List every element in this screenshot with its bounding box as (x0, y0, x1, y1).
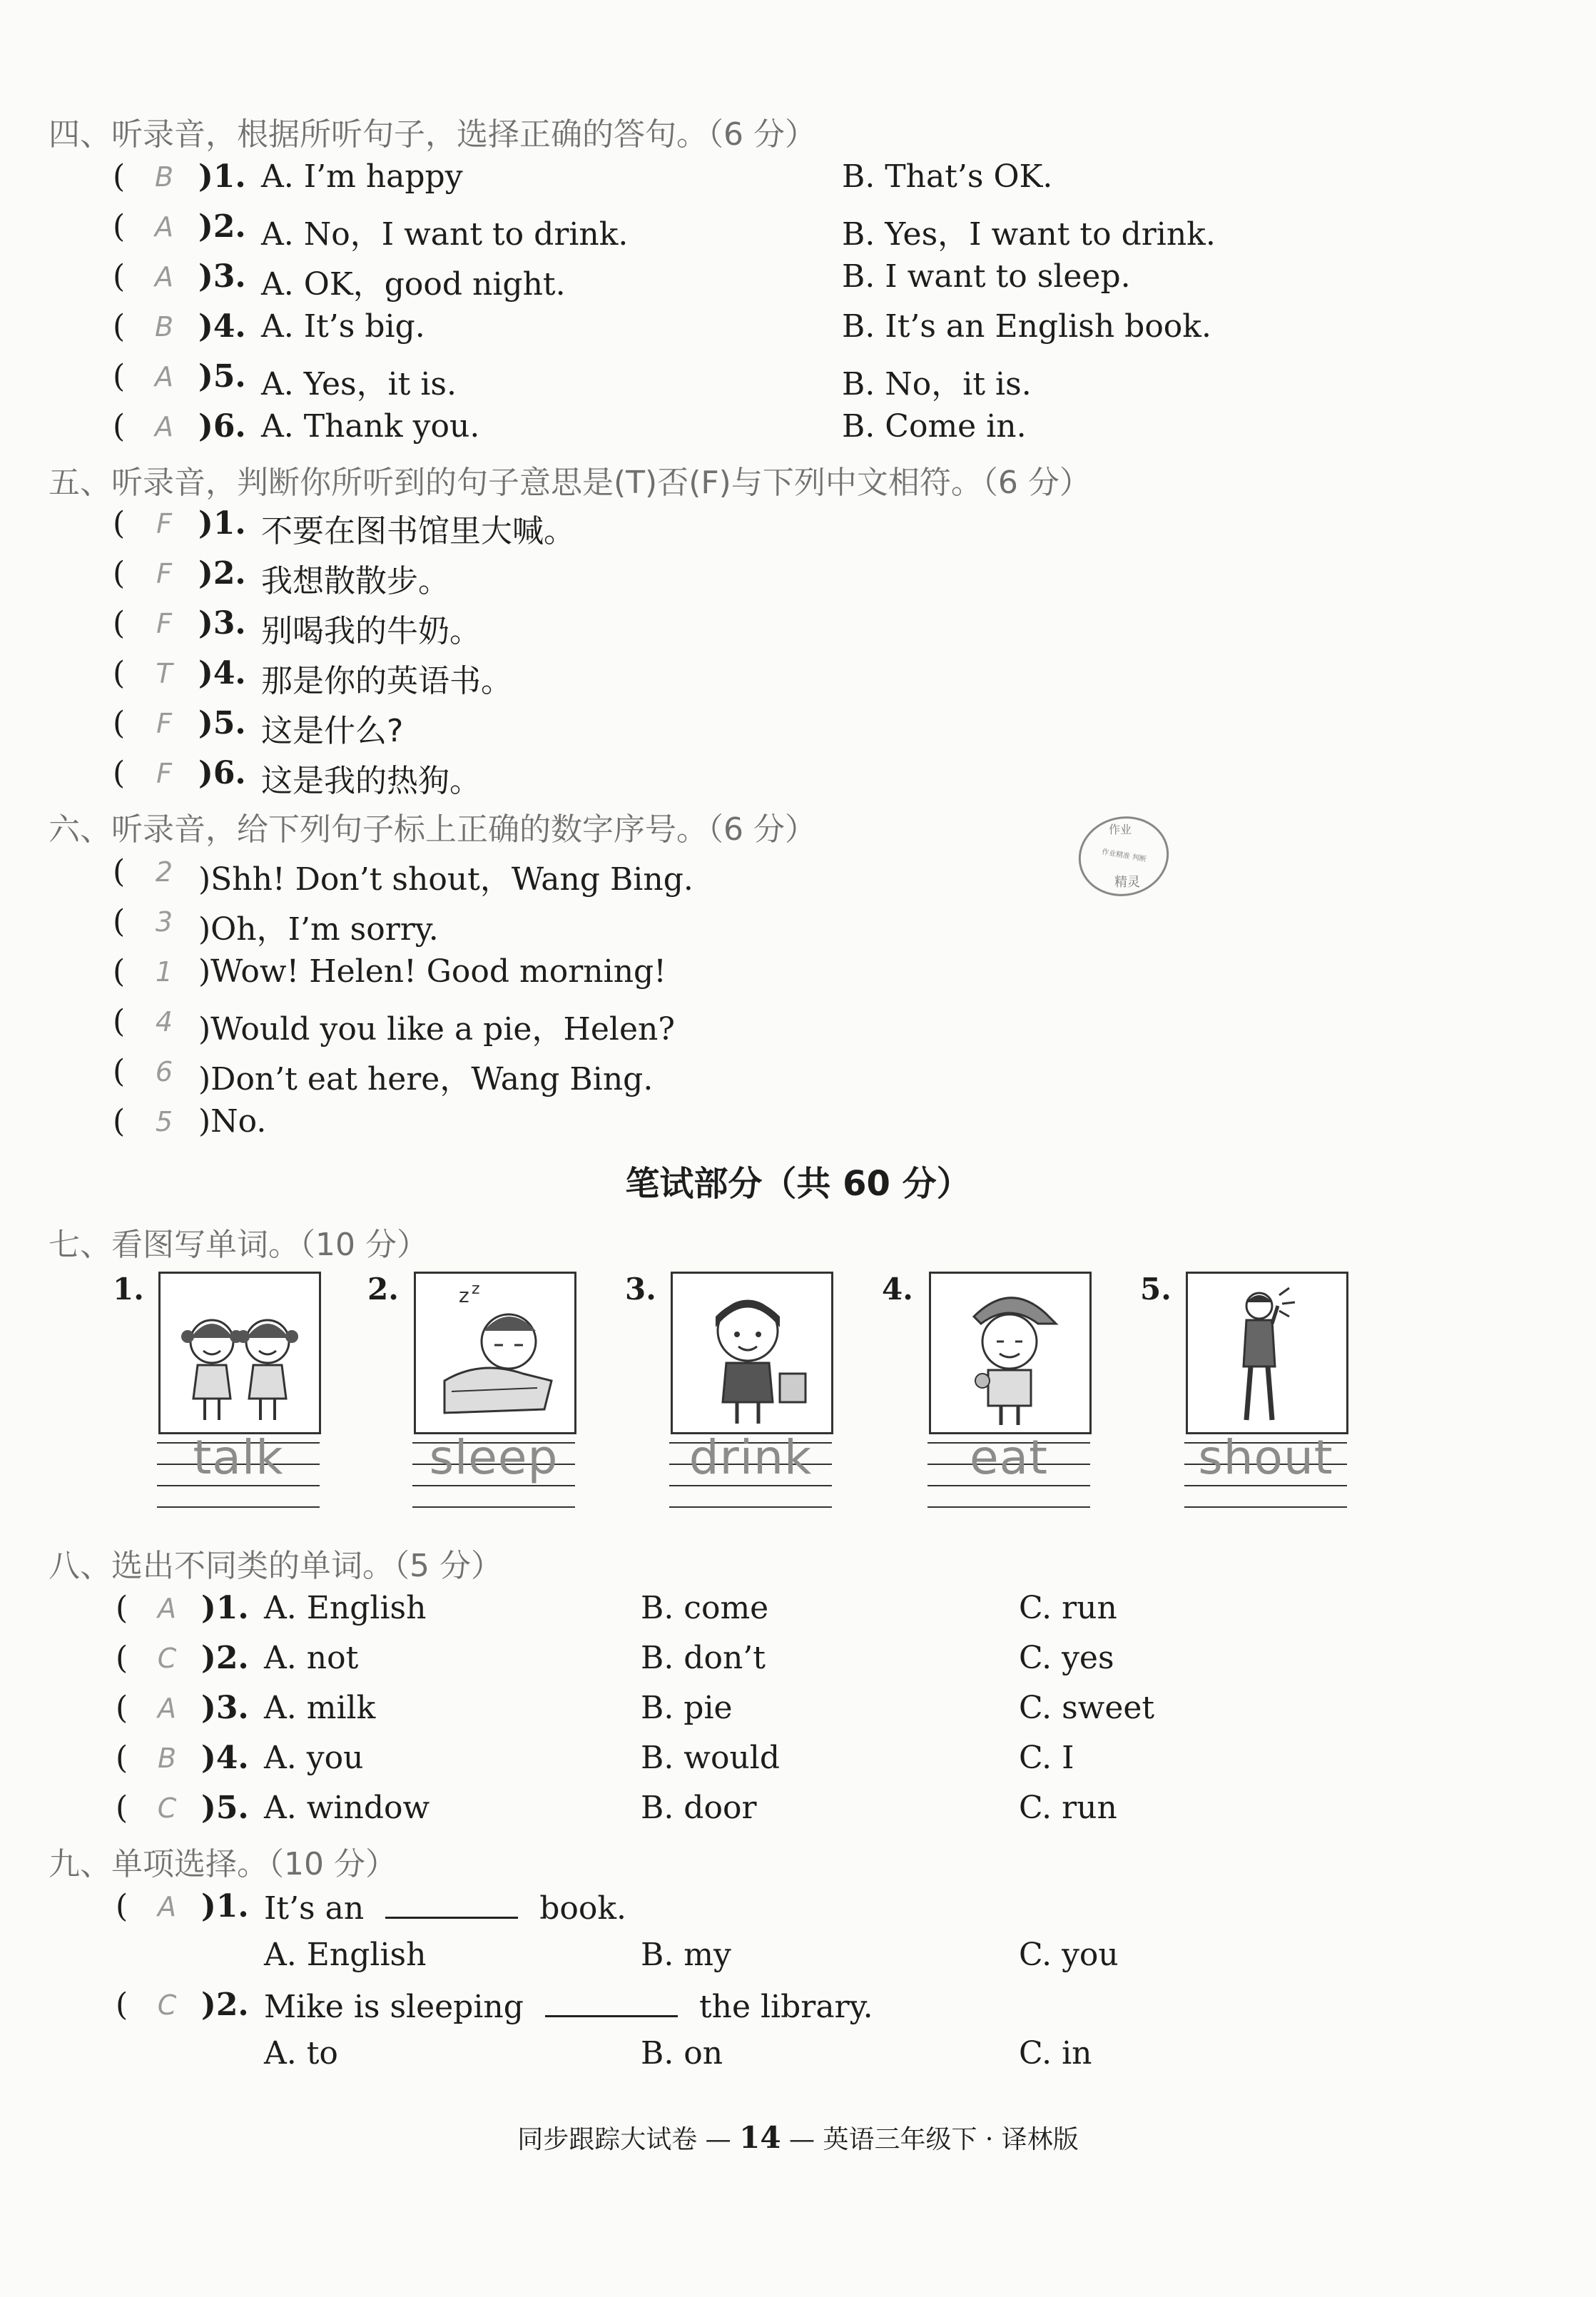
picture-number: 5. (1140, 1272, 1171, 1307)
paren-open: ( (113, 655, 126, 691)
fill-blank[interactable] (385, 1888, 518, 1919)
handwritten-word[interactable]: drink (688, 1430, 813, 1485)
picture-number: 2. (367, 1272, 399, 1307)
answer[interactable]: A (155, 211, 173, 243)
option-a: A. window (264, 1790, 430, 1826)
answer[interactable]: 2 (155, 856, 173, 888)
option-a: A. milk (264, 1690, 376, 1726)
section8-heading: 八、选出不同类的单词。（5 分） (49, 1548, 502, 1584)
item-text: )Don’t eat here，Wang Bing. (198, 1061, 654, 1097)
page-number: 14 (739, 2120, 781, 2155)
paren-open: ( (113, 408, 126, 445)
section6-heading: 六、听录音，给下列句子标上正确的数字序号。（6 分） (49, 811, 816, 848)
item-number: )5. (198, 358, 246, 395)
boy-eating-icon (931, 1274, 1089, 1432)
option-c: C. sweet (1019, 1690, 1155, 1726)
paren-open: ( (113, 1003, 126, 1040)
answer[interactable]: F (156, 508, 172, 539)
option-c: C. I (1019, 1740, 1074, 1776)
item-number: )3. (198, 258, 246, 295)
svg-text:z: z (472, 1280, 480, 1298)
picture-shout (1186, 1272, 1348, 1434)
answer[interactable]: A (155, 361, 173, 392)
boy-sleeping-icon (416, 1274, 574, 1432)
answer[interactable]: F (156, 758, 172, 789)
item-number: )2. (201, 1987, 249, 2023)
answer[interactable]: C (157, 1793, 177, 1824)
picture-sleep (414, 1272, 576, 1434)
paren-open: ( (113, 1103, 126, 1140)
option-a: A. It’s big. (261, 308, 425, 345)
option-a: A. not (264, 1640, 359, 1676)
item-text: 这是我的热狗。 (261, 763, 481, 799)
paren-open: ( (113, 258, 126, 295)
section5-heading: 五、听录音，判断你所听到的句子意思是(T)否(F)与下列中文相符。（6 分） (49, 465, 1091, 501)
answer[interactable]: 6 (155, 1056, 173, 1087)
paren-open: ( (116, 1590, 128, 1626)
svg-text:z: z (459, 1284, 469, 1307)
page-footer (0, 2119, 1596, 2156)
option-b: B. It’s an English book. (842, 308, 1211, 345)
item-text: )No. (198, 1103, 267, 1140)
man-shouting-icon (1188, 1274, 1346, 1432)
answer[interactable]: 5 (155, 1106, 173, 1137)
item-number: )5. (201, 1790, 249, 1826)
written-part-title: 笔试部分（共 60 分） (625, 1164, 971, 1204)
option-b: B. That’s OK. (842, 158, 1053, 195)
paren-open: ( (116, 1740, 128, 1776)
girl-with-cup-icon (673, 1274, 831, 1432)
option-a: A. No，I want to drink. (261, 216, 629, 253)
option-a: A. Yes，it is. (261, 366, 457, 402)
item-text: )Wow! Helen! Good morning! (198, 953, 666, 990)
footer-left: 同步跟踪大试卷 (517, 2125, 698, 2154)
footer-right: 英语三年级下 · 译林版 (823, 2125, 1079, 2154)
paren-open: ( (113, 555, 126, 592)
answer[interactable]: 1 (155, 956, 173, 988)
item-number: )4. (198, 308, 246, 345)
option-a: A. English (264, 1590, 427, 1626)
item-number: )4. (201, 1740, 249, 1776)
paren-open: ( (113, 308, 126, 345)
item-number: )3. (201, 1690, 249, 1726)
answer[interactable]: A (158, 1593, 176, 1624)
answer[interactable]: B (154, 161, 174, 193)
item-number: )1. (201, 1590, 249, 1626)
paren-open: ( (113, 953, 126, 990)
answer[interactable]: C (157, 1989, 177, 2021)
question-post: the library. (698, 1989, 873, 2025)
item-text: )Oh，I’m sorry. (198, 911, 439, 948)
option-b: B. I want to sleep. (842, 258, 1131, 295)
paren-open: ( (113, 1053, 126, 1090)
item-text: 不要在图书馆里大喊。 (261, 513, 575, 549)
item-text: 我想散散步。 (261, 563, 449, 599)
section9-heading: 九、单项选择。（10 分） (49, 1846, 397, 1882)
option-b: B. pie (641, 1690, 733, 1726)
handwritten-word[interactable]: talk (193, 1430, 284, 1485)
option-c: C. you (1019, 1937, 1119, 1973)
item-text: 这是什么? (261, 713, 404, 749)
question-pre: It’s an (264, 1890, 365, 1927)
item-number: )1. (201, 1888, 249, 1925)
paren-open: ( (116, 1888, 128, 1925)
option-c: C. run (1019, 1590, 1117, 1626)
option-a: A. Thank you. (261, 408, 480, 445)
answer[interactable]: F (156, 708, 172, 739)
picture-number: 1. (113, 1272, 144, 1307)
section7-heading: 七、看图写单词。（10 分） (49, 1227, 428, 1263)
item-number: )6. (198, 755, 246, 791)
item-number: )2. (201, 1640, 249, 1676)
option-b: B. on (641, 2035, 723, 2072)
answer[interactable]: C (157, 1643, 177, 1674)
option-c: C. run (1019, 1790, 1117, 1826)
paren-open: ( (113, 605, 126, 642)
item-text: 那是你的英语书。 (261, 663, 512, 699)
option-c: C. yes (1019, 1640, 1114, 1676)
footer-dash: — (789, 2125, 823, 2154)
picture-talk (158, 1272, 321, 1434)
question-post: book. (539, 1890, 626, 1927)
option-c: C. in (1019, 2035, 1092, 2072)
fill-blank[interactable] (545, 1987, 678, 2017)
paren-open: ( (113, 705, 126, 741)
item-text: 别喝我的牛奶。 (261, 613, 481, 649)
option-b: B. Come in. (842, 408, 1027, 445)
handwritten-word[interactable]: sleep (429, 1430, 559, 1485)
paren-open: ( (113, 358, 126, 395)
answer[interactable]: F (156, 608, 172, 639)
picture-eat (929, 1272, 1092, 1434)
picture-number: 3. (625, 1272, 656, 1307)
answer[interactable]: B (154, 311, 174, 343)
paren-open: ( (113, 755, 126, 791)
item-number: )2. (198, 208, 246, 245)
option-b: B. Yes，I want to drink. (842, 216, 1216, 253)
option-b: B. No，it is. (842, 366, 1032, 402)
two-girls-talking-icon (161, 1274, 319, 1432)
handwritten-word[interactable]: shout (1198, 1430, 1333, 1485)
paren-open: ( (116, 1987, 128, 2023)
item-text: )Shh! Don’t shout，Wang Bing. (198, 861, 693, 898)
paren-open: ( (116, 1690, 128, 1726)
picture-number: 4. (882, 1272, 913, 1307)
item-number: )1. (198, 505, 246, 542)
paren-open: ( (116, 1640, 128, 1676)
stamp-top: 作业 (1108, 823, 1132, 836)
answer[interactable]: F (156, 558, 172, 589)
answer[interactable]: A (158, 1693, 176, 1724)
item-number: )1. (198, 158, 246, 195)
item-number: )3. (198, 605, 246, 642)
option-b: B. come (641, 1590, 769, 1626)
stamp-middle: 作业精准 判断 (1101, 848, 1147, 864)
paren-open: ( (113, 505, 126, 542)
option-a: A. to (264, 2035, 338, 2072)
answer[interactable]: 3 (155, 906, 173, 938)
item-text: )Would you like a pie，Helen? (198, 1011, 675, 1048)
item-number: )5. (198, 705, 246, 741)
item-number: )6. (198, 408, 246, 445)
item-number: )4. (198, 655, 246, 691)
answer[interactable]: 4 (155, 1006, 173, 1038)
paren-open: ( (113, 158, 126, 195)
answer[interactable]: A (158, 1891, 176, 1922)
question-text (264, 1888, 626, 1927)
question-pre: Mike is sleeping (264, 1989, 524, 2025)
option-b: B. my (641, 1937, 731, 1973)
option-a: A. you (264, 1740, 364, 1776)
paren-open: ( (116, 1790, 128, 1826)
answer[interactable]: T (156, 658, 173, 689)
section4-heading: 四、听录音，根据所听句子，选择正确的答句。（6 分） (49, 116, 816, 153)
paren-open: ( (113, 208, 126, 245)
option-b: B. door (641, 1790, 757, 1826)
answer[interactable]: A (155, 411, 173, 442)
paren-open: ( (113, 903, 126, 940)
paren-open: ( (113, 853, 126, 890)
item-number: )2. (198, 555, 246, 592)
option-a: A. I’m happy (261, 158, 463, 195)
stamp-icon (1070, 806, 1177, 906)
answer[interactable]: A (155, 261, 173, 293)
handwritten-word[interactable]: eat (970, 1430, 1048, 1485)
footer-dash: — (705, 2125, 740, 2154)
option-a: A. English (264, 1937, 427, 1973)
option-b: B. would (641, 1740, 781, 1776)
option-a: A. OK，good night. (261, 266, 566, 303)
question-text (264, 1987, 873, 2025)
option-b: B. don’t (641, 1640, 766, 1676)
stamp-bottom: 精灵 (1114, 875, 1140, 890)
picture-drink (671, 1272, 833, 1434)
answer[interactable]: B (157, 1743, 177, 1774)
